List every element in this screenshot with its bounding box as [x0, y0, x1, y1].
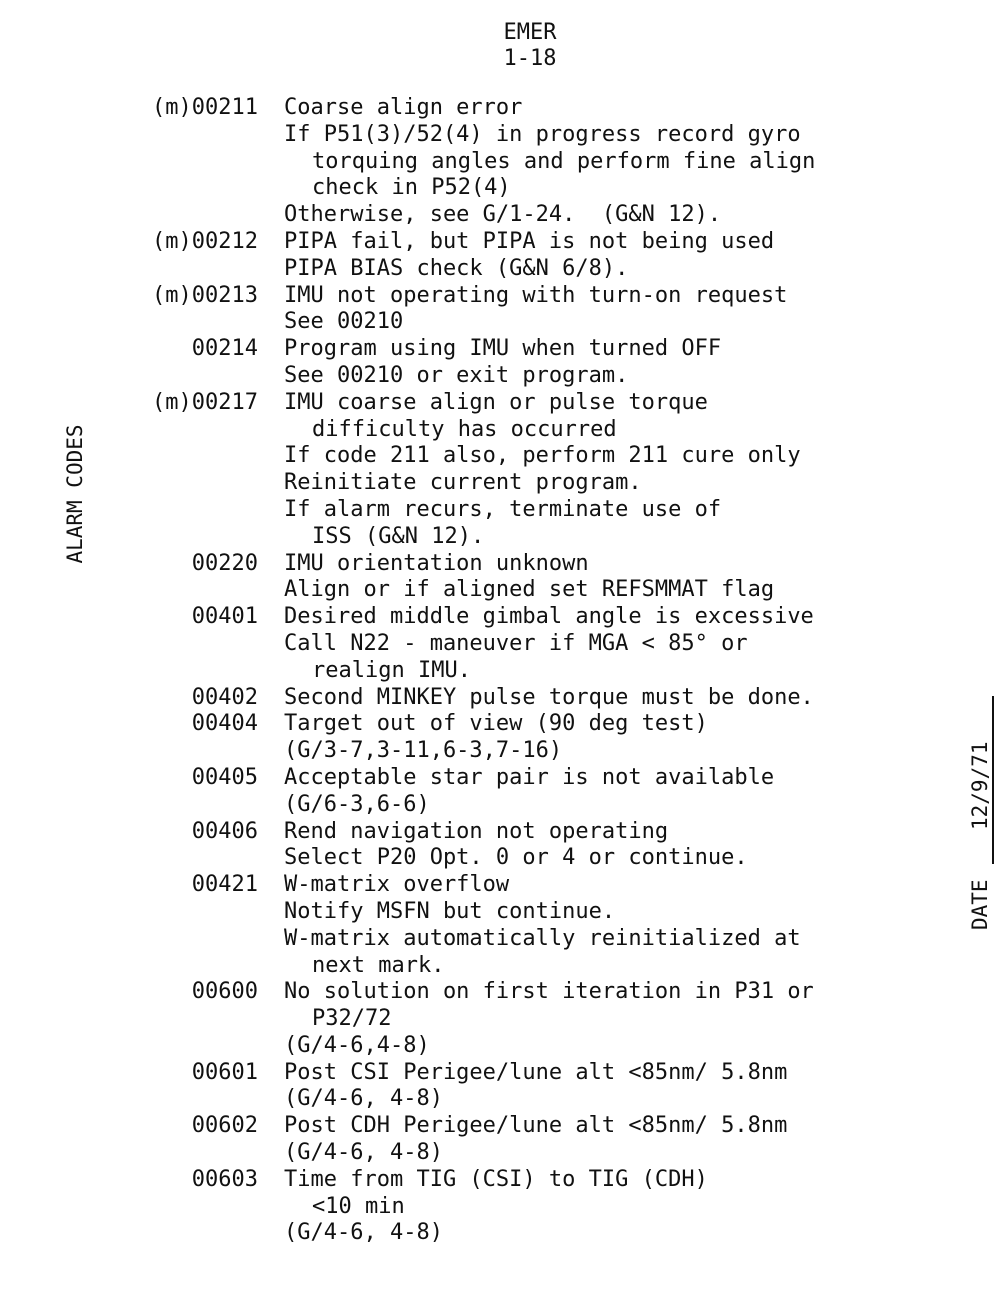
- description-line: Rend navigation not operating: [284, 818, 669, 844]
- alarm-description: [284, 604, 1000, 684]
- alarm-code: (m)00217: [152, 389, 258, 415]
- side-label-alarm-codes: ALARM CODES: [63, 424, 87, 564]
- alarm-description: [284, 95, 1000, 229]
- description-line: realign IMU.: [312, 657, 471, 683]
- alarm-code: 00603: [191, 1166, 258, 1192]
- description-line: difficulty has occurred: [312, 416, 617, 442]
- description-line: IMU coarse align or pulse torque: [284, 389, 708, 415]
- alarm-code: 00404: [191, 711, 258, 737]
- alarm-description: [284, 872, 1000, 979]
- alarm-description: [284, 711, 1000, 765]
- alarm-entry: [0, 711, 1000, 765]
- alarm-entry: [0, 819, 1000, 873]
- description-line: (G/4-6,4-8): [284, 1032, 430, 1058]
- description-line: No solution on first iteration in P31 or: [284, 979, 814, 1005]
- alarm-entry: [0, 1167, 1000, 1247]
- description-line: Second MINKEY pulse torque must be done.: [284, 684, 814, 710]
- alarm-entry: [0, 390, 1000, 551]
- alarm-entry: [0, 765, 1000, 819]
- description-line: Reinitiate current program.: [284, 470, 642, 496]
- description-line: <10 min: [312, 1193, 405, 1219]
- description-line: Desired middle gimbal angle is excessive: [284, 604, 814, 630]
- description-line: IMU orientation unknown: [284, 550, 589, 576]
- alarm-entry: [0, 551, 1000, 605]
- alarm-description: [284, 1167, 1000, 1247]
- description-line: IMU not operating with turn-on request: [284, 282, 788, 308]
- description-line: ISS (G&N 12).: [312, 523, 485, 549]
- alarm-code: 00405: [191, 764, 258, 790]
- description-line: torquing angles and perform fine align: [312, 148, 816, 174]
- description-line: Otherwise, see G/1-24. (G&N 12).: [284, 202, 722, 228]
- alarm-description: [284, 1113, 1000, 1167]
- alarm-code: (m)00213: [152, 282, 258, 308]
- alarm-entry: [0, 979, 1000, 1059]
- alarm-description: [284, 229, 1000, 283]
- alarm-code: 00406: [191, 818, 258, 844]
- description-line: (G/4-6, 4-8): [284, 1140, 443, 1166]
- description-line: W-matrix automatically reinitialized at: [284, 925, 801, 951]
- description-line: check in P52(4): [312, 175, 511, 201]
- alarm-description: [284, 283, 1000, 337]
- alarm-code: 00220: [191, 550, 258, 576]
- description-line: If alarm recurs, terminate use of: [284, 496, 722, 522]
- alarm-description: [284, 979, 1000, 1059]
- description-line: If P51(3)/52(4) in progress record gyro: [284, 121, 801, 147]
- alarm-code: (m)00212: [152, 228, 258, 254]
- description-line: Call N22 - maneuver if MGA < 85° or: [284, 630, 748, 656]
- alarm-entry: [0, 1060, 1000, 1114]
- description-line: (G/6-3,6-6): [284, 791, 430, 817]
- alarm-code: 00602: [191, 1113, 258, 1139]
- alarm-entry: [0, 1113, 1000, 1167]
- description-line: If code 211 also, perform 211 cure only: [284, 443, 801, 469]
- description-line: Post CSI Perigee/lune alt <85nm/ 5.8nm: [284, 1059, 788, 1085]
- alarm-entry: [0, 685, 1000, 712]
- alarm-code: 00600: [191, 979, 258, 1005]
- description-line: Coarse align error: [284, 95, 523, 120]
- alarm-description: [284, 819, 1000, 873]
- description-line: next mark.: [312, 952, 445, 978]
- description-line: Program using IMU when turned OFF: [284, 336, 722, 362]
- alarm-entry: [0, 604, 1000, 684]
- section-title: EMER: [503, 20, 557, 45]
- alarm-code: (m)00211: [152, 95, 258, 120]
- description-line: (G/4-6, 4-8): [284, 1220, 443, 1246]
- alarm-entry: [0, 872, 1000, 979]
- description-line: Target out of view (90 deg test): [284, 711, 708, 737]
- alarm-description: [284, 390, 1000, 551]
- alarm-code: 00601: [191, 1059, 258, 1085]
- description-line: Align or if aligned set REFSMMAT flag: [284, 577, 775, 603]
- alarm-description: [284, 336, 1000, 390]
- description-line: PIPA fail, but PIPA is not being used: [284, 228, 775, 254]
- alarm-code: 00402: [191, 684, 258, 710]
- description-line: Time from TIG (CSI) to TIG (CDH): [284, 1166, 708, 1192]
- description-line: Select P20 Opt. 0 or 4 or continue.: [284, 845, 748, 871]
- alarm-description: [284, 685, 1000, 712]
- date-label: DATE: [968, 879, 992, 930]
- description-line: (G/3-7,3-11,6-3,7-16): [284, 738, 563, 764]
- description-line: PIPA BIAS check (G&N 6/8).: [284, 255, 629, 281]
- alarm-code-list: [0, 95, 1000, 1247]
- alarm-entry: [0, 229, 1000, 283]
- description-line: (G/4-6, 4-8): [284, 1086, 443, 1112]
- alarm-code: 00214: [191, 336, 258, 362]
- alarm-entry: [0, 336, 1000, 390]
- description-line: Post CDH Perigee/lune alt <85nm/ 5.8nm: [284, 1113, 788, 1139]
- alarm-description: [284, 1060, 1000, 1114]
- description-line: Acceptable star pair is not available: [284, 764, 775, 790]
- description-line: See 00210 or exit program.: [284, 362, 629, 388]
- alarm-code: 00421: [191, 872, 258, 898]
- description-line: P32/72: [312, 1006, 392, 1032]
- description-line: Notify MSFN but continue.: [284, 898, 616, 924]
- alarm-entry: [0, 95, 1000, 229]
- date-value: 12/9/71: [968, 741, 992, 830]
- alarm-description: [284, 765, 1000, 819]
- description-line: W-matrix overflow: [284, 872, 510, 898]
- page-number: 1-18: [503, 46, 557, 71]
- alarm-code: 00401: [191, 604, 258, 630]
- alarm-description: [284, 551, 1000, 605]
- description-line: See 00210: [284, 309, 404, 335]
- alarm-entry: [0, 283, 1000, 337]
